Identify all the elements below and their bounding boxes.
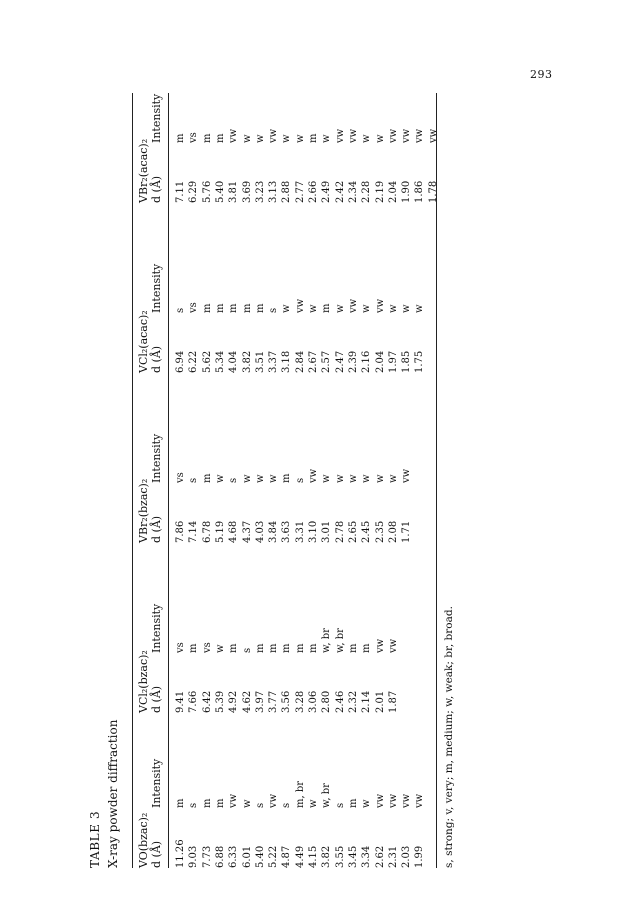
cell-d-spacing: 3.31: [294, 520, 306, 543]
cell-d-spacing: 1.75: [414, 350, 426, 373]
cell-intensity: s: [268, 307, 280, 313]
cell-intensity: w: [374, 134, 386, 143]
cell-intensity: vw: [374, 298, 386, 313]
cell-d-spacing: 4.87: [281, 845, 293, 868]
cell-intensity: w: [254, 474, 266, 483]
cell-d-spacing: 6.22: [188, 350, 200, 373]
cell-intensity: vw: [347, 298, 359, 313]
cell-d-spacing: 2.04: [387, 180, 399, 203]
cell-d-spacing: 3.06: [308, 690, 319, 713]
cell-intensity: w: [347, 474, 359, 483]
cell-intensity: w: [294, 134, 306, 143]
cell-intensity: w: [387, 304, 399, 313]
cell-intensity: w: [241, 134, 253, 143]
cell-intensity: s: [228, 477, 240, 483]
cell-d-spacing: 3.69: [241, 180, 253, 203]
cell-intensity: vs: [175, 642, 186, 653]
table-bottom-rule: [436, 93, 437, 868]
column-header-intensity: Intensity: [150, 263, 163, 313]
cell-intensity: m: [241, 303, 253, 313]
cell-d-spacing: 3.34: [361, 845, 373, 868]
table-footnote: s, strong; v, very; m, medium; w, weak; br, broad.: [443, 606, 455, 868]
cell-intensity: w: [268, 474, 280, 483]
cell-d-spacing: 3.37: [268, 350, 280, 373]
cell-intensity: w: [374, 474, 386, 483]
cell-d-spacing: 2.47: [334, 350, 346, 373]
cell-intensity: m: [228, 303, 240, 313]
cell-d-spacing: 4.03: [254, 520, 266, 543]
cell-d-spacing: 1.87: [387, 690, 399, 713]
cell-intensity: m: [188, 643, 200, 653]
cell-d-spacing: 6.88: [214, 845, 226, 868]
cell-d-spacing: 3.10: [308, 520, 319, 543]
cell-intensity: vs: [175, 472, 186, 483]
cell-d-spacing: 4.68: [228, 520, 240, 543]
cell-intensity: m: [201, 303, 213, 313]
cell-intensity: w: [214, 474, 226, 483]
cell-d-spacing: 4.92: [228, 690, 240, 713]
cell-intensity: vw: [401, 468, 413, 483]
cell-d-spacing: 3.56: [281, 690, 293, 713]
cell-d-spacing: 1.78: [427, 180, 439, 203]
cell-intensity: m: [347, 643, 359, 653]
cell-d-spacing: 3.01: [321, 520, 333, 543]
cell-d-spacing: 2.14: [361, 690, 373, 713]
cell-intensity: m: [214, 798, 226, 808]
cell-d-spacing: 1.71: [401, 520, 413, 543]
column-header-d-spacing: d (Å): [150, 345, 163, 373]
cell-d-spacing: 6.33: [228, 845, 240, 868]
cell-intensity: vw: [334, 128, 346, 143]
cell-d-spacing: 2.04: [374, 350, 386, 373]
cell-intensity: w: [387, 474, 399, 483]
cell-d-spacing: 3.13: [268, 180, 280, 203]
cell-intensity: vw: [228, 128, 240, 143]
cell-d-spacing: 6.42: [201, 690, 213, 713]
column-header-d-spacing: d (Å): [150, 685, 163, 713]
cell-d-spacing: 2.77: [294, 180, 306, 203]
table-caption: X-ray powder diffraction: [106, 719, 120, 868]
cell-d-spacing: 2.31: [387, 845, 399, 868]
cell-intensity: vw: [294, 298, 306, 313]
cell-intensity: vw: [387, 638, 399, 653]
cell-d-spacing: 4.37: [241, 520, 253, 543]
cell-intensity: s: [188, 802, 200, 808]
cell-d-spacing: 2.88: [281, 180, 293, 203]
cell-d-spacing: 2.42: [334, 180, 346, 203]
cell-intensity: m: [175, 133, 186, 143]
cell-d-spacing: 4.04: [228, 350, 240, 373]
cell-d-spacing: 5.62: [201, 350, 213, 373]
cell-d-spacing: 2.28: [361, 180, 373, 203]
cell-d-spacing: 3.45: [347, 845, 359, 868]
cell-d-spacing: 2.16: [361, 350, 373, 373]
cell-intensity: m: [308, 133, 319, 143]
cell-d-spacing: 3.28: [294, 690, 306, 713]
cell-d-spacing: 7.66: [188, 690, 200, 713]
cell-d-spacing: 2.01: [374, 690, 386, 713]
cell-intensity: vw: [228, 793, 240, 808]
cell-intensity: w: [361, 134, 373, 143]
cell-intensity: m: [214, 303, 226, 313]
column-header-d-spacing: d (Å): [150, 175, 163, 203]
cell-d-spacing: 2.32: [347, 690, 359, 713]
cell-d-spacing: 5.22: [268, 845, 280, 868]
cell-intensity: m: [175, 798, 186, 808]
column-group-compound: VO(bzac)₂: [137, 812, 150, 868]
cell-d-spacing: 6.01: [241, 845, 253, 868]
cell-intensity: vw: [387, 128, 399, 143]
cell-intensity: vw: [387, 793, 399, 808]
cell-intensity: vw: [414, 793, 426, 808]
cell-d-spacing: 3.63: [281, 520, 293, 543]
cell-intensity: s: [294, 477, 306, 483]
cell-d-spacing: 1.90: [401, 180, 413, 203]
cell-intensity: w: [361, 304, 373, 313]
cell-intensity: vs: [188, 302, 200, 313]
cell-d-spacing: 2.35: [374, 520, 386, 543]
cell-intensity: s: [188, 477, 200, 483]
cell-intensity: m, br: [294, 780, 306, 808]
cell-d-spacing: 6.94: [175, 350, 186, 373]
cell-d-spacing: 5.39: [214, 690, 226, 713]
cell-intensity: m: [281, 643, 293, 653]
cell-d-spacing: 7.14: [188, 520, 200, 543]
cell-d-spacing: 4.15: [308, 845, 319, 868]
cell-d-spacing: 2.78: [334, 520, 346, 543]
cell-intensity: m: [281, 473, 293, 483]
table-title: TABLE 3: [88, 810, 102, 868]
column-group-compound: VCl₂(acac)₂: [137, 310, 150, 373]
cell-intensity: w: [321, 474, 333, 483]
column-header-intensity: Intensity: [150, 758, 163, 808]
cell-d-spacing: 2.46: [334, 690, 346, 713]
cell-intensity: w: [214, 644, 226, 653]
cell-d-spacing: 3.97: [254, 690, 266, 713]
cell-intensity: w: [334, 474, 346, 483]
cell-intensity: w: [308, 304, 319, 313]
cell-intensity: m: [201, 473, 213, 483]
cell-d-spacing: 5.40: [254, 845, 266, 868]
cell-d-spacing: 2.49: [321, 180, 333, 203]
cell-intensity: s: [334, 802, 346, 808]
column-group-compound: VBr₂(acac)₂: [137, 138, 150, 203]
cell-intensity: vs: [201, 642, 213, 653]
cell-d-spacing: 2.67: [308, 350, 319, 373]
table-header-rule: [168, 93, 169, 868]
cell-d-spacing: 2.03: [401, 845, 413, 868]
cell-d-spacing: 9.41: [175, 690, 186, 713]
cell-d-spacing: 2.57: [321, 350, 333, 373]
cell-d-spacing: 2.65: [347, 520, 359, 543]
cell-intensity: w: [334, 304, 346, 313]
cell-d-spacing: 1.99: [414, 845, 426, 868]
cell-intensity: w: [281, 134, 293, 143]
cell-d-spacing: 3.81: [228, 180, 240, 203]
table-top-rule: [132, 93, 133, 868]
cell-d-spacing: 3.18: [281, 350, 293, 373]
cell-intensity: w: [401, 304, 413, 313]
cell-d-spacing: 3.82: [321, 845, 333, 868]
cell-intensity: vw: [401, 128, 413, 143]
column-header-d-spacing: d (Å): [150, 840, 163, 868]
cell-intensity: vw: [401, 793, 413, 808]
cell-intensity: w: [254, 134, 266, 143]
cell-d-spacing: 1.85: [401, 350, 413, 373]
cell-d-spacing: 7.86: [175, 520, 186, 543]
cell-intensity: vw: [374, 793, 386, 808]
cell-d-spacing: 3.77: [268, 690, 280, 713]
cell-intensity: m: [361, 643, 373, 653]
cell-intensity: w: [414, 304, 426, 313]
cell-intensity: m: [214, 133, 226, 143]
cell-intensity: s: [175, 307, 186, 313]
cell-intensity: vw: [268, 128, 280, 143]
cell-d-spacing: 11.26: [175, 839, 186, 868]
cell-intensity: vw: [414, 128, 426, 143]
cell-d-spacing: 7.11: [175, 180, 186, 203]
cell-d-spacing: 2.34: [347, 180, 359, 203]
cell-intensity: m: [308, 643, 319, 653]
cell-intensity: vw: [268, 793, 280, 808]
cell-intensity: m: [268, 643, 280, 653]
cell-d-spacing: 4.49: [294, 845, 306, 868]
cell-d-spacing: 2.80: [321, 690, 333, 713]
cell-d-spacing: 2.62: [374, 845, 386, 868]
cell-d-spacing: 1.97: [387, 350, 399, 373]
cell-intensity: m: [254, 643, 266, 653]
cell-intensity: w: [281, 304, 293, 313]
cell-intensity: s: [281, 802, 293, 808]
column-group-compound: VBr₂(bzac)₂: [137, 478, 150, 543]
cell-d-spacing: 4.62: [241, 690, 253, 713]
cell-intensity: m: [254, 303, 266, 313]
cell-d-spacing: 3.55: [334, 845, 346, 868]
cell-intensity: w: [361, 799, 373, 808]
column-group-compound: VCl₂(bzac)₂: [137, 650, 150, 713]
cell-intensity: w: [241, 474, 253, 483]
column-header-d-spacing: d (Å): [150, 515, 163, 543]
cell-intensity: w, br: [334, 628, 346, 653]
cell-d-spacing: 9.03: [188, 845, 200, 868]
cell-d-spacing: 2.66: [308, 180, 319, 203]
cell-d-spacing: 3.23: [254, 180, 266, 203]
cell-d-spacing: 7.73: [201, 845, 213, 868]
cell-intensity: vw: [374, 638, 386, 653]
cell-d-spacing: 2.84: [294, 350, 306, 373]
cell-d-spacing: 5.19: [214, 520, 226, 543]
cell-intensity: w: [321, 134, 333, 143]
cell-intensity: w, br: [321, 783, 333, 808]
cell-intensity: w, br: [321, 628, 333, 653]
cell-intensity: m: [347, 798, 359, 808]
cell-intensity: m: [201, 798, 213, 808]
cell-intensity: vw: [347, 128, 359, 143]
cell-d-spacing: 3.84: [268, 520, 280, 543]
cell-d-spacing: 6.78: [201, 520, 213, 543]
cell-d-spacing: 2.19: [374, 180, 386, 203]
cell-intensity: s: [254, 802, 266, 808]
column-header-intensity: Intensity: [150, 603, 163, 653]
cell-intensity: m: [294, 643, 306, 653]
cell-d-spacing: 5.76: [201, 180, 213, 203]
cell-d-spacing: 2.39: [347, 350, 359, 373]
cell-d-spacing: 2.08: [387, 520, 399, 543]
cell-intensity: w: [241, 799, 253, 808]
cell-intensity: vw: [427, 128, 439, 143]
cell-d-spacing: 6.29: [188, 180, 200, 203]
cell-intensity: w: [361, 474, 373, 483]
column-header-intensity: Intensity: [150, 93, 163, 143]
cell-intensity: vw: [308, 468, 319, 483]
cell-d-spacing: 1.86: [414, 180, 426, 203]
cell-d-spacing: 5.34: [214, 350, 226, 373]
cell-intensity: m: [201, 133, 213, 143]
cell-d-spacing: 5.40: [214, 180, 226, 203]
page-number: 293: [530, 68, 553, 81]
cell-intensity: m: [321, 303, 333, 313]
cell-intensity: w: [308, 799, 319, 808]
cell-d-spacing: 2.45: [361, 520, 373, 543]
cell-d-spacing: 3.51: [254, 350, 266, 373]
cell-intensity: m: [228, 643, 240, 653]
cell-intensity: vs: [188, 132, 200, 143]
cell-intensity: s: [241, 647, 253, 653]
rotated-table-block: [88, 88, 468, 868]
column-header-intensity: Intensity: [150, 433, 163, 483]
cell-d-spacing: 3.82: [241, 350, 253, 373]
